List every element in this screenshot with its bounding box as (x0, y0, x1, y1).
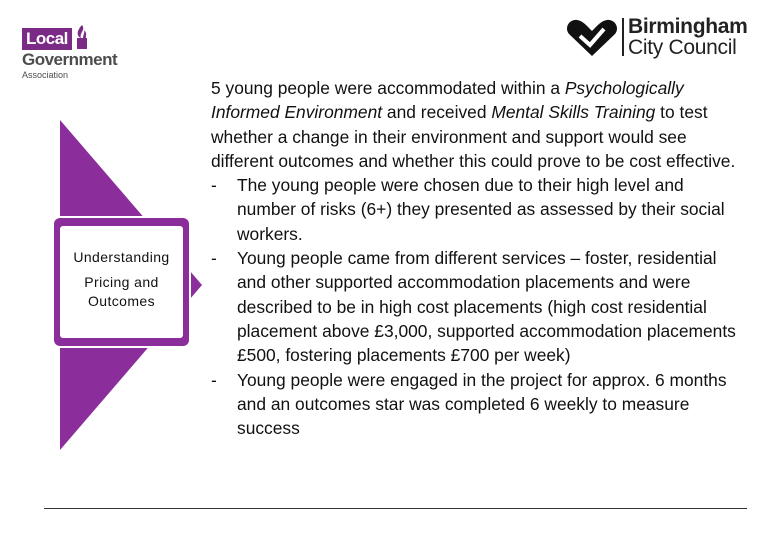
intro-emphasis-mst: Mental Skills Training (491, 102, 656, 123)
lga-logo-line2: Government (22, 50, 118, 69)
bcc-logo (566, 16, 746, 60)
lga-logo (22, 24, 142, 84)
bcc-logo-divider (622, 18, 624, 56)
section-label-box (54, 218, 189, 346)
lga-flame-icon (72, 24, 92, 50)
bcc-logo-line1: Birmingham (628, 15, 748, 38)
footer-divider (44, 508, 747, 509)
bullet-text: Young people came from different services – foster, residential and other supported accommodation placements and were described to be in high cost placements (high cost residential placement above £3,000, supported accommodation placements £500, fostering placements £700 per week) (237, 248, 736, 366)
bcc-logo-line2: City Council (628, 36, 737, 59)
lga-logo-line3: Association (22, 70, 69, 80)
bullet-text: Young people were engaged in the project for approx. 6 months and an outcomes star was completed 6 weekly to measure success (237, 369, 727, 439)
bullet-item (211, 368, 746, 441)
bullet-text: The young people were chosen due to their high level and number of risks (6+) they presented as assessed by their social workers. (237, 175, 725, 244)
bcc-heart-icon (566, 18, 618, 58)
bullet-marker: - (211, 248, 217, 269)
main-content (211, 76, 746, 440)
section-label-heading: Understanding (73, 248, 170, 265)
intro-paragraph: 5 young people were accommodated within a Psychologically Informed Environment and received Mental Skills Training to test whether a change in their environment and support would see different outcomes and whether this could prove to be cost effective. (211, 78, 736, 171)
bullet-marker: - (211, 175, 217, 196)
bullet-item (211, 246, 746, 367)
lga-logo-line1: Local (22, 28, 72, 50)
section-label-sub: Pricing and Outcomes (84, 273, 159, 309)
bullet-marker: - (211, 369, 217, 390)
bullet-item (211, 173, 746, 246)
intro-emphasis-pie: Psychologically Informed Environment (211, 78, 684, 123)
